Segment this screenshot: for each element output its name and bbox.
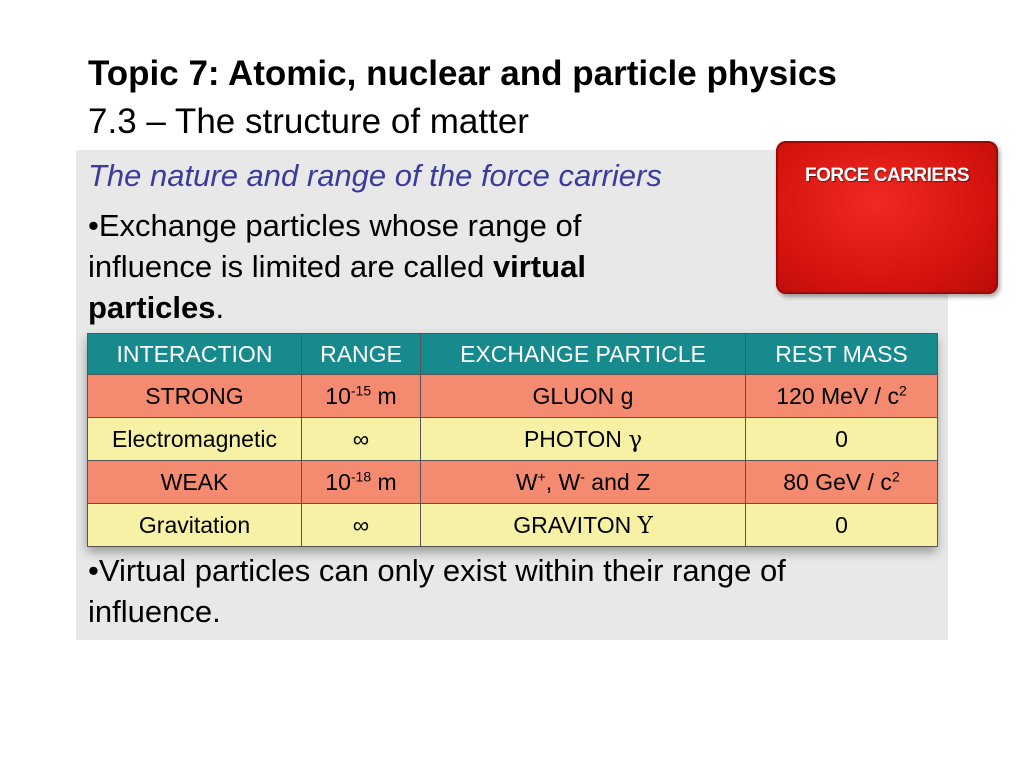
cell-mass bbox=[746, 461, 938, 504]
mass-exponent: 2 bbox=[898, 381, 907, 398]
force-carriers-table bbox=[87, 333, 937, 546]
force-carriers-badge bbox=[776, 141, 998, 294]
header-range: RANGE bbox=[302, 334, 421, 375]
slide-subtitle: 7.3 – The structure of matter bbox=[88, 102, 529, 141]
header-exchange-particle: EXCHANGE PARTICLE bbox=[421, 334, 746, 375]
cell-range bbox=[302, 504, 421, 547]
cell-particle bbox=[421, 504, 746, 547]
cell-particle bbox=[421, 418, 746, 461]
particle-name: GRAVITON bbox=[513, 511, 638, 538]
mass-base: 80 GeV / c bbox=[783, 468, 892, 495]
bullet2-text: Virtual particles can only exist within their range of influence. bbox=[88, 553, 786, 629]
table-row-weak bbox=[88, 461, 938, 504]
cell-particle bbox=[421, 461, 746, 504]
cell-range bbox=[302, 418, 421, 461]
particle-symbol: Υ bbox=[637, 512, 653, 539]
bullet-marker: • bbox=[88, 553, 99, 588]
mass-base: 120 MeV / c bbox=[776, 382, 899, 409]
table-header-row bbox=[88, 334, 938, 375]
range-exponent: -15 bbox=[350, 381, 372, 398]
range-base: 10 bbox=[325, 382, 351, 409]
particle-w-minus: , W bbox=[545, 468, 581, 495]
range-base: 10 bbox=[325, 468, 351, 495]
badge-label: FORCE CARRIERS bbox=[804, 165, 969, 186]
cell-mass: 0 bbox=[746, 504, 938, 547]
cell-interaction: STRONG bbox=[88, 375, 302, 418]
header-interaction: INTERACTION bbox=[88, 334, 302, 375]
table-row-electromagnetic bbox=[88, 418, 938, 461]
range-unit: m bbox=[371, 468, 397, 495]
cell-range bbox=[302, 461, 421, 504]
bullet-virtual-particles bbox=[88, 205, 668, 328]
section-heading: The nature and range of the force carriers bbox=[88, 158, 662, 193]
cell-interaction: WEAK bbox=[88, 461, 302, 504]
mass-exponent: 2 bbox=[891, 467, 900, 484]
charge-plus: + bbox=[537, 467, 546, 484]
bullet-range-of-influence bbox=[88, 550, 908, 632]
cell-mass bbox=[746, 375, 938, 418]
infinity-symbol: ∞ bbox=[352, 511, 370, 538]
cell-interaction: Electromagnetic bbox=[88, 418, 302, 461]
cell-interaction: Gravitation bbox=[88, 504, 302, 547]
particle-symbol: γ bbox=[628, 426, 643, 453]
particle-w: W bbox=[515, 468, 538, 495]
particle-z: and Z bbox=[584, 468, 651, 495]
bullet1-end: . bbox=[215, 290, 225, 325]
bullet1-text: Exchange particles whose range of influence is limited are called bbox=[88, 208, 582, 284]
particle-name: PHOTON bbox=[523, 425, 629, 452]
cell-mass: 0 bbox=[746, 418, 938, 461]
header-rest-mass: REST MASS bbox=[746, 334, 938, 375]
range-unit: m bbox=[371, 382, 397, 409]
charge-minus: - bbox=[580, 467, 585, 484]
interaction-table bbox=[87, 333, 938, 547]
bullet-marker: • bbox=[88, 208, 99, 243]
range-exponent: -18 bbox=[350, 467, 372, 484]
slide-title: Topic 7: Atomic, nuclear and particle physics bbox=[88, 54, 837, 93]
table-row-strong bbox=[88, 375, 938, 418]
cell-particle: GLUON g bbox=[421, 375, 746, 418]
bullet1-bold-term: virtual particles bbox=[88, 249, 586, 325]
cell-range bbox=[302, 375, 421, 418]
infinity-symbol: ∞ bbox=[352, 425, 370, 452]
table-row-gravitation bbox=[88, 504, 938, 547]
